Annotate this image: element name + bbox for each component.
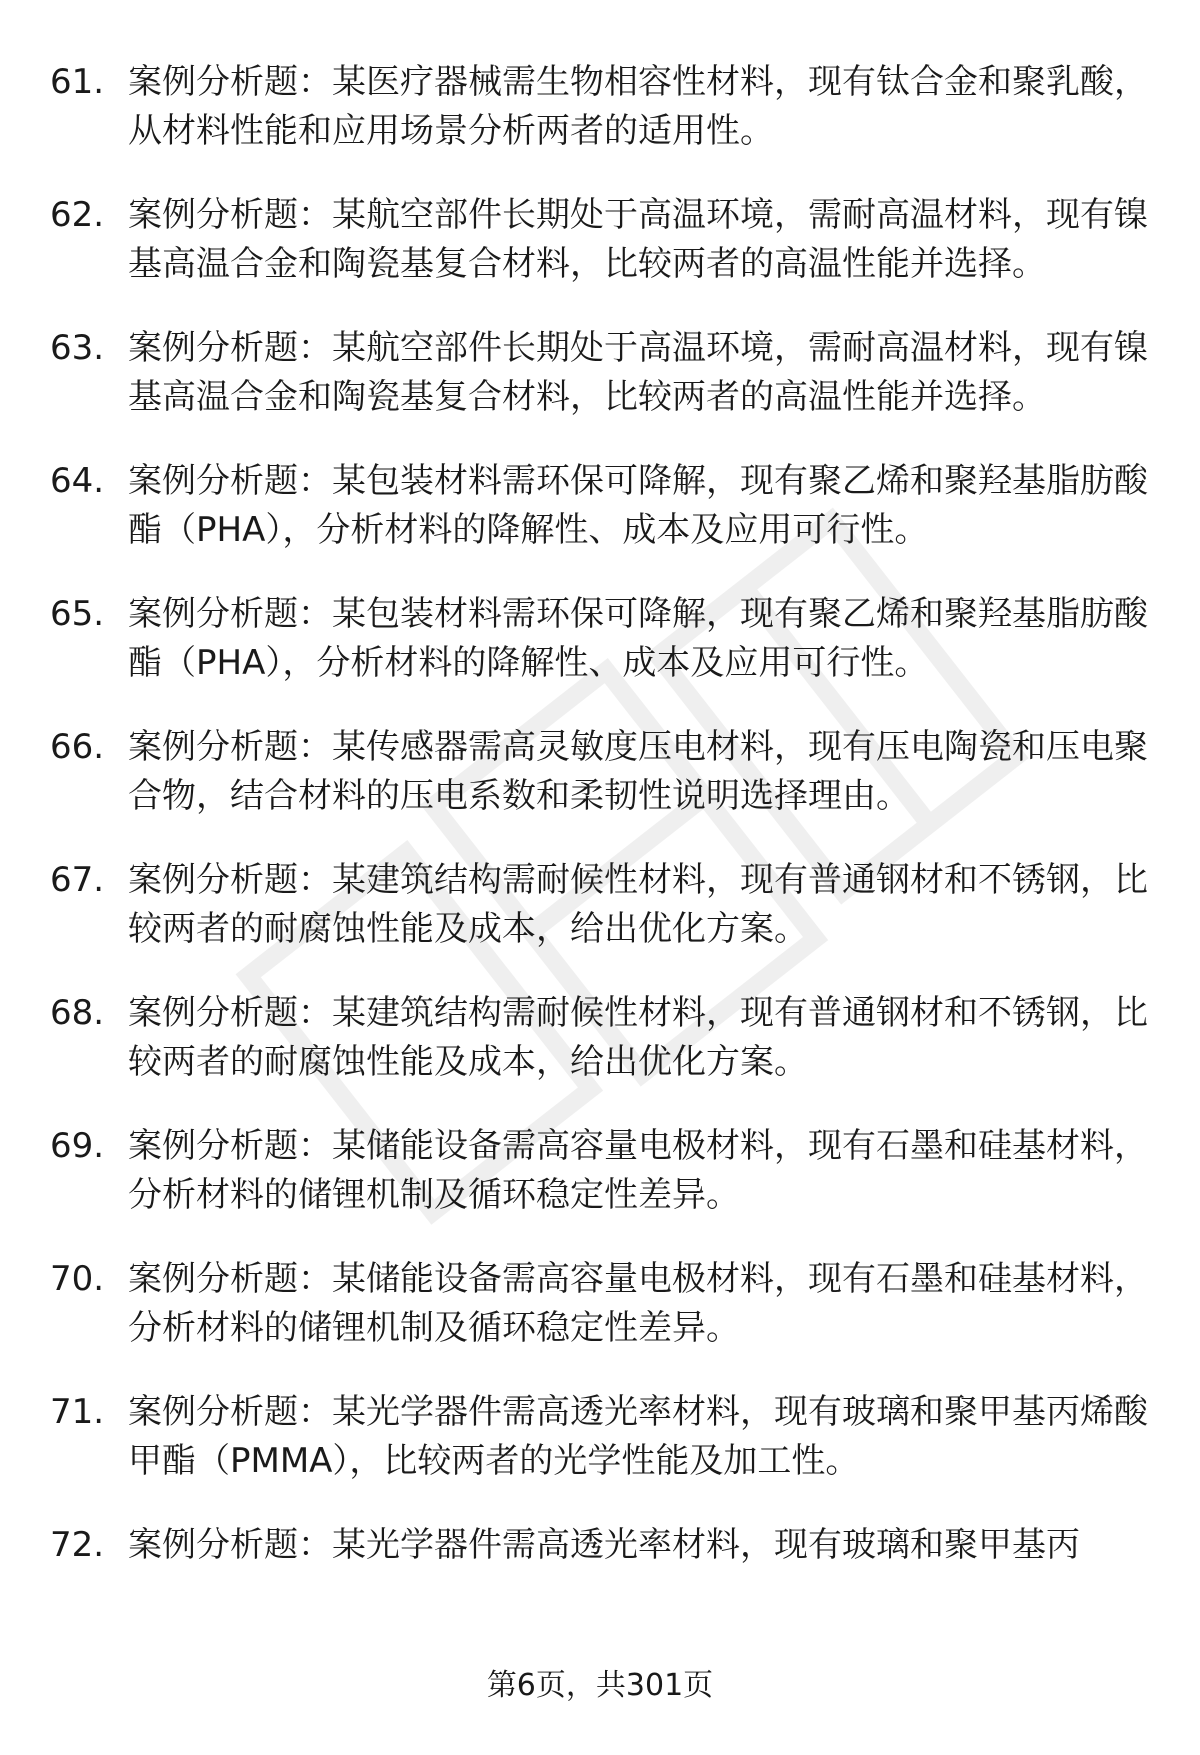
- question-text: 案例分析题：某传感器需高灵敏度压电材料，现有压电陶瓷和压电聚合物，结合材料的压电系数和柔韧性说明选择理由。: [128, 727, 1148, 816]
- question-item: [50, 989, 1150, 1087]
- question-text: 案例分析题：某航空部件长期处于高温环境，需耐高温材料，现有镍基高温合金和陶瓷基复合材料，比较两者的高温性能并选择。: [128, 328, 1148, 417]
- page-footer: 第6页，共301页: [486, 1668, 714, 1703]
- question-item: [50, 723, 1150, 821]
- question-list: [50, 58, 1150, 1605]
- question-number: 62.: [50, 195, 105, 235]
- question-number: 69.: [50, 1126, 105, 1166]
- question-number: 67.: [50, 860, 105, 900]
- question-number: 70.: [50, 1259, 105, 1299]
- question-item: [50, 457, 1150, 555]
- question-text: 案例分析题：某建筑结构需耐候性材料，现有普通钢材和不锈钢，比较两者的耐腐蚀性能及成本，给出优化方案。: [128, 860, 1148, 949]
- question-number: 63.: [50, 328, 105, 368]
- question-text: 案例分析题：某包装材料需环保可降解，现有聚乙烯和聚羟基脂肪酸酯（PHA），分析材料的降解性、成本及应用可行性。: [128, 461, 1148, 550]
- question-item: [50, 856, 1150, 954]
- question-text: 案例分析题：某包装材料需环保可降解，现有聚乙烯和聚羟基脂肪酸酯（PHA），分析材料的降解性、成本及应用可行性。: [128, 594, 1148, 683]
- question-text: 案例分析题：某储能设备需高容量电极材料，现有石墨和硅基材料，分析材料的储锂机制及循环稳定性差异。: [128, 1126, 1148, 1215]
- question-number: 64.: [50, 461, 105, 501]
- question-item: [50, 1388, 1150, 1486]
- question-number: 68.: [50, 993, 105, 1033]
- question-text: 案例分析题：某医疗器械需生物相容性材料，现有钛合金和聚乳酸，从材料性能和应用场景分析两者的适用性。: [128, 62, 1148, 151]
- question-number: 61.: [50, 62, 105, 102]
- question-item: [50, 58, 1150, 156]
- question-item: [50, 590, 1150, 688]
- question-item: [50, 1255, 1150, 1353]
- question-item: [50, 191, 1150, 289]
- question-number: 72.: [50, 1525, 105, 1565]
- question-text: 案例分析题：某光学器件需高透光率材料，现有玻璃和聚甲基丙烯酸甲酯（PMMA），比较两者的光学性能及加工性。: [128, 1392, 1148, 1481]
- question-item: [50, 1521, 1150, 1570]
- question-number: 65.: [50, 594, 105, 634]
- question-item: [50, 324, 1150, 422]
- question-number: 66.: [50, 727, 105, 767]
- question-number: 71.: [50, 1392, 105, 1432]
- question-text: 案例分析题：某航空部件长期处于高温环境，需耐高温材料，现有镍基高温合金和陶瓷基复合材料，比较两者的高温性能并选择。: [128, 195, 1148, 284]
- question-text: 案例分析题：某储能设备需高容量电极材料，现有石墨和硅基材料，分析材料的储锂机制及循环稳定性差异。: [128, 1259, 1148, 1348]
- question-text: 案例分析题：某建筑结构需耐候性材料，现有普通钢材和不锈钢，比较两者的耐腐蚀性能及成本，给出优化方案。: [128, 993, 1148, 1082]
- question-text: 案例分析题：某光学器件需高透光率材料，现有玻璃和聚甲基丙: [128, 1525, 1080, 1565]
- question-item: [50, 1122, 1150, 1220]
